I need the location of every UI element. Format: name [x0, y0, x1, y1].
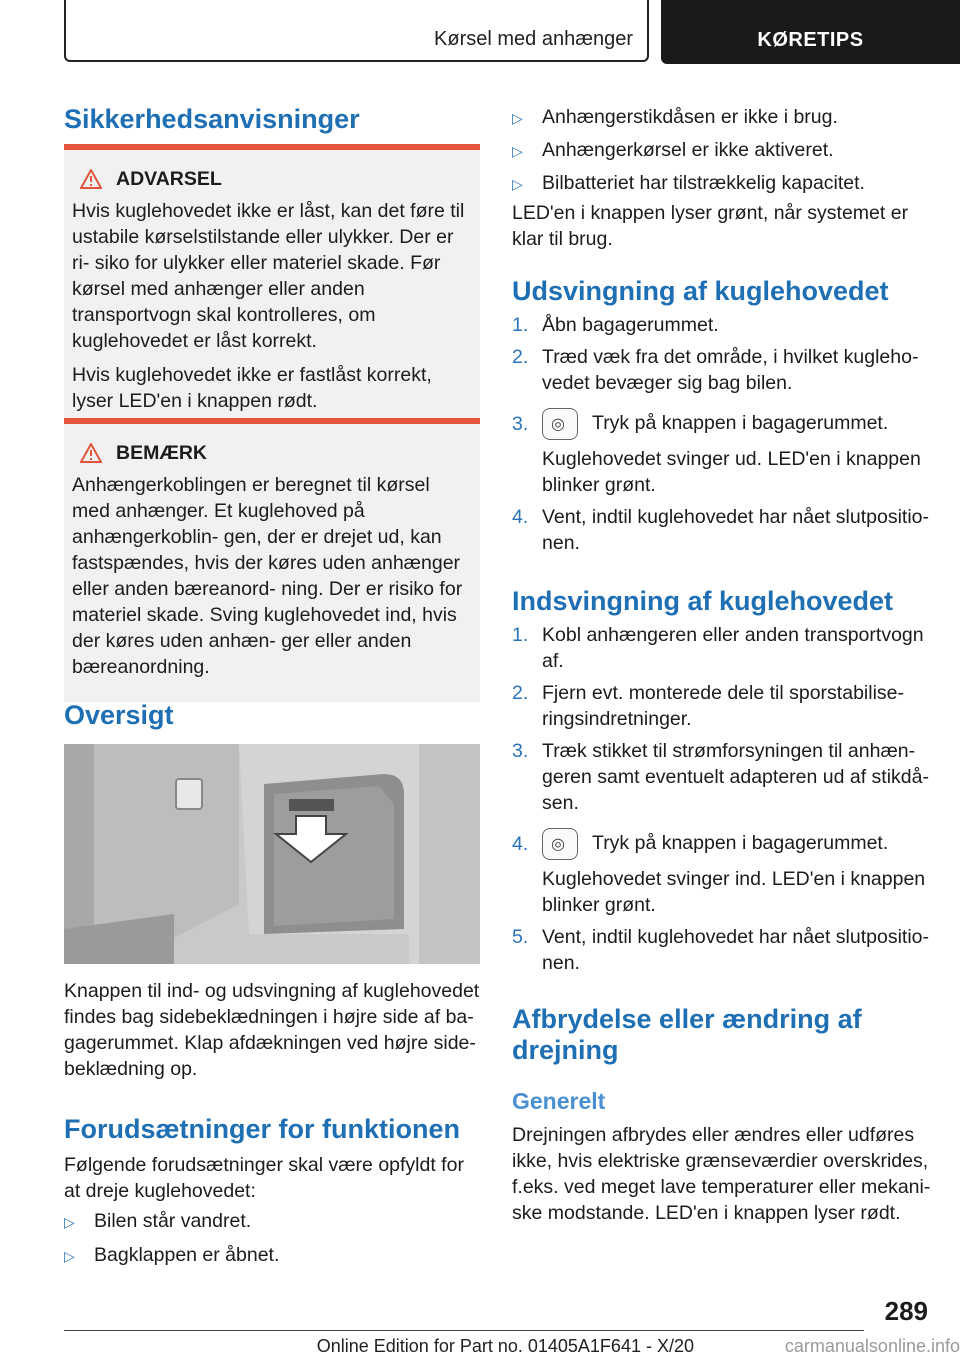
- prereq-list: [64, 1208, 484, 1269]
- warning-box: [64, 144, 480, 436]
- list-item: 2. Træd væk fra det område, i hvilket kugleho- vedet bevæger sig bag bilen.: [512, 346, 919, 394]
- triangle-bullet-icon: ▷: [512, 143, 523, 159]
- prereq-list-continued: [512, 104, 932, 197]
- heading-overview: Oversigt: [64, 700, 174, 730]
- warning-label: ADVARSEL: [116, 167, 222, 190]
- header-section-title: Kørsel med anhænger: [434, 28, 633, 50]
- heading-safety: Sikkerhedsanvisninger: [64, 104, 360, 134]
- general-text: Drejningen afbrydes eller ændres eller udføres ikke, hvis elektriske grænseværdier overskrides, f.eks. ved meget lave temperaturer eller mekani- ske modstande. LED'en i knappen lyser rødt.: [512, 1124, 931, 1224]
- list-item: 1. Åbn bagagerummet.: [512, 314, 719, 336]
- ball-head-button-icon: [542, 408, 578, 440]
- notice-text: Anhængerkoblingen er beregnet til kørsel med anhænger. Et kuglehoved på anhængerkoblin- gen, der er drejet ud, kan fastspændes, hvis der køres uden anhænger eller anden bæreanord- ning. Der er risiko for materiel skade. Sving kuglehovedet ind, hvis der køres uden anhæn- ger eller anden bæreanordning.: [72, 474, 463, 678]
- heading-abort: Afbrydelse eller ændring af drejning: [512, 1004, 862, 1065]
- heading-prerequisites: Forudsætninger for funktionen: [64, 1114, 460, 1144]
- swing-out-steps: [512, 312, 932, 556]
- notice-box: [64, 418, 480, 702]
- triangle-bullet-icon: ▷: [64, 1248, 75, 1264]
- overview-text: Knappen til ind- og udsvingning af kuglehovedet findes bag sidebeklædningen i højre side af ba- gagerummet. Klap afdækningen ved højre side- beklædning op.: [64, 980, 480, 1080]
- header-section-tab: [64, 0, 649, 62]
- watermark: carmanualsonline.info: [784, 1336, 960, 1356]
- list-item: 3. ◎ Tryk på knappen i bagagerummet.: [512, 408, 932, 440]
- list-item: 1. Kobl anhængeren eller anden transportvogn af.: [512, 624, 924, 672]
- list-item: ▷ Anhængerkørsel er ikke aktiveret.: [512, 137, 932, 164]
- list-item: 4. ◎ Tryk på knappen i bagagerummet.: [512, 828, 932, 860]
- trunk-photo: [64, 744, 480, 964]
- heading-swing-in: Indsvingning af kuglehovedet: [512, 586, 894, 616]
- notice-head: [72, 424, 472, 466]
- led-text: LED'en i knappen lyser grønt, når systemet er klar til brug.: [512, 202, 909, 250]
- list-item: 3. Træk stikket til strømforsyningen til anhæn- geren samt eventuelt adapteren ud af stikdå- sen.: [512, 740, 929, 814]
- warning-text-2: Hvis kuglehovedet ikke er fastlåst korrekt, lyser LED'en i knappen rødt.: [72, 364, 432, 412]
- ball-head-button-icon: [542, 828, 578, 860]
- edition-text: Online Edition for Part no. 01405A1F641 - X/20: [316, 1336, 694, 1356]
- heading-general: Generelt: [512, 1088, 606, 1114]
- list-item: 5. Vent, indtil kuglehovedet har nået slutpositio- nen.: [512, 926, 930, 974]
- list-item: Kuglehovedet svinger ud. LED'en i knappen blinker grønt.: [542, 448, 921, 496]
- triangle-bullet-icon: ▷: [512, 110, 523, 126]
- list-item: Kuglehovedet svinger ind. LED'en i knappen blinker grønt.: [542, 868, 926, 916]
- trunk-illustration-icon: [64, 744, 480, 964]
- page-number: 289: [884, 1296, 928, 1326]
- warning-triangle-icon: [80, 443, 102, 463]
- prereq-text: Følgende forudsætninger skal være opfyldt for at dreje kuglehovedet:: [64, 1154, 464, 1202]
- header-chapter-title: KØRETIPS: [757, 29, 864, 51]
- warning-text-1: Hvis kuglehovedet ikke er låst, kan det føre til ustabile kørselstilstande eller ulykker. Der er ri- siko for ulykker eller materiel skade. Før kørsel med anhænger eller anden transportvogn skal kontrolleres, om kuglehovedet er låst korrekt.: [72, 200, 465, 352]
- list-item: 4. Vent, indtil kuglehovedet har nået slutpositio- nen.: [512, 506, 930, 554]
- list-item: ▷ Bagklappen er åbnet.: [64, 1242, 484, 1269]
- heading-swing-out: Udsvingning af kuglehovedet: [512, 276, 889, 306]
- list-item: 2. Fjern evt. monterede dele til sporstabilise- ringsindretninger.: [512, 682, 904, 730]
- list-item: ▷ Bilbatteriet har tilstrækkelig kapacitet.: [512, 170, 932, 197]
- list-item: ▷ Bilen står vandret.: [64, 1208, 484, 1235]
- header-chapter-tab: [661, 0, 960, 64]
- notice-label: BEMÆRK: [116, 441, 207, 464]
- swing-in-steps: [512, 622, 932, 976]
- list-item: ▷ Anhængerstikdåsen er ikke i brug.: [512, 104, 932, 131]
- triangle-bullet-icon: ▷: [64, 1214, 75, 1230]
- warning-head: [72, 150, 472, 192]
- warning-triangle-icon: [80, 169, 102, 189]
- footer-rule: [64, 1330, 864, 1331]
- triangle-bullet-icon: ▷: [512, 176, 523, 192]
